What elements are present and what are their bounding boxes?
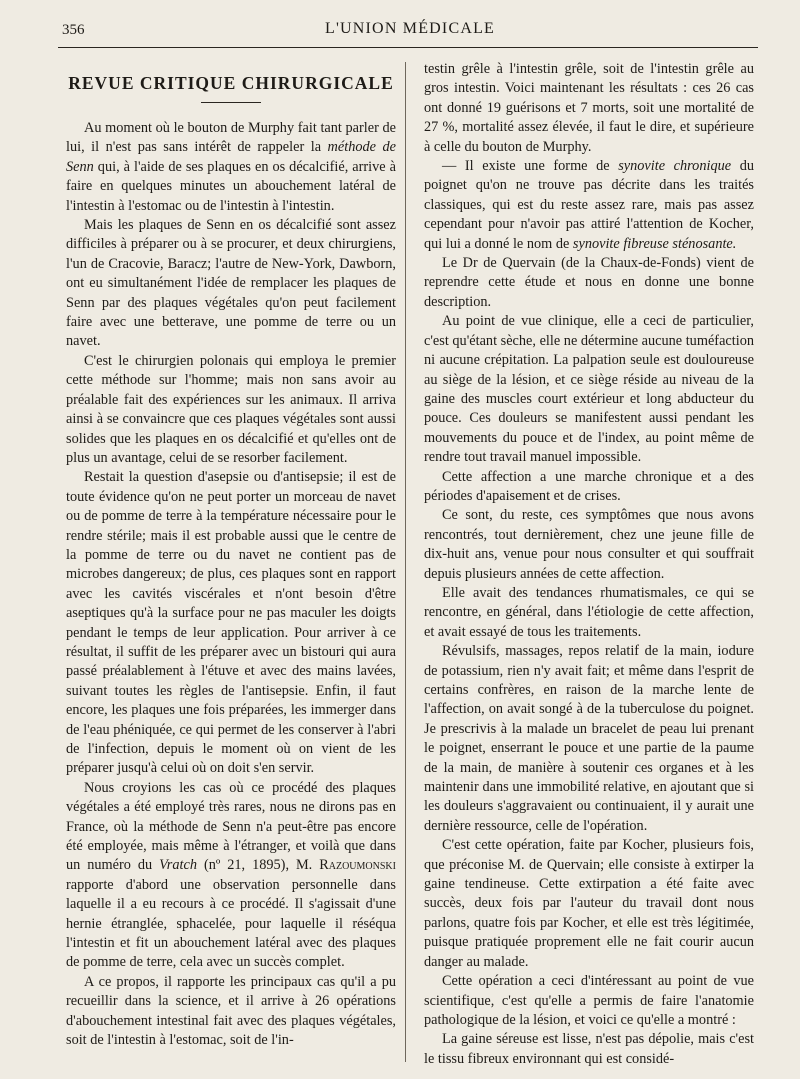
- paragraph: Révulsifs, massages, repos relatif de la main, iodure de potassium, rien n'y avait fait; et même dans l'esprit de certains confrères, en raison de la marche lente de l'affection, on avait songé à de la tuberculose du poignet. Je prescrivis à la malade un bracelet de peau lui prenant le poignet, enserrant le pouce et une partie de la paume de la main, de manière à soutenir ces organes et à les maintenir dans une immobilité relative, en ajoutant que si les douleurs s'aggravaient ou continuaient, il y aurait une dernière ressource, celle de l'opération.: [424, 643, 754, 834]
- paragraph: La gaine séreuse est lisse, n'est pas dépolie, mais c'est le tissu fibreux environnant qui est considé-: [424, 1031, 754, 1067]
- emphasis-text: méthode de Senn: [66, 139, 396, 175]
- paragraph: Nous croyions les cas où ce procédé des plaques végétales a été employé très rares, nous ne dirons pas en France, où la méthode de Senn n'a peut-être pas encore été employée, mais même à l'étranger, et voilà que dans un numéro du Vratch (nº 21, 1895), M. Razoumonski rapporte d'abord une observation personnelle dans laquelle il a eu recours à ce procédé. Il s'agissait d'une hernie étranglée, sphacelée, pour laquelle il réséqua l'intestin et fit un abouchement latéral avec des plaques de pomme de terre, cela avec un succès complet.: [66, 779, 396, 971]
- paragraph: Le Dr de Quervain (de la Chaux-de-Fonds) vient de reprendre cette étude et nous en donne une bonne description.: [424, 255, 754, 310]
- paragraph: Cette affection a une marche chronique et a des périodes d'apaisement et de crises.: [424, 468, 754, 504]
- journal-title: L'UNION MÉDICALE: [324, 20, 496, 37]
- paragraph: C'est le chirurgien polonais qui employa le premier cette méthode sur l'homme; mais non sans avoir au préalable fait des expériences sur les animaux. Il arriva ainsi à se convaincre que ces plaques végétales sont aussi solides que les plaques en os décalcifié et qu'elles ont de plus un avantage, celui de se resorber facilement.: [66, 352, 396, 466]
- paragraph: A ce propos, il rapporte les principaux cas qu'il a pu recueillir dans la science, et il arrive à 26 opérations d'abouchement intestinal fait avec des plaques végétales, soit de l'intestin à l'estomac, soit de l'in-: [66, 973, 396, 1049]
- header-rule: [58, 47, 758, 48]
- right-column: [424, 60, 754, 1069]
- paragraph: Elle avait des tendances rhumatismales, ce qui se rencontre, en général, dans l'étiologie de cette affection, et avait essayé de tous les traitements.: [424, 584, 754, 640]
- emphasis-text: synovite chronique: [618, 158, 732, 175]
- article-title: REVUE CRITIQUE CHIRURGICALE: [68, 73, 394, 93]
- paragraph: testin grêle à l'intestin grêle, soit de l'intestin grêle au gros intestin. Voici maintenant les résultats : ces 26 cas ont donné 19 guérisons et 7 morts, soit une mortalité de 27 %, mortalité assez élevée, il faut le dire, et supérieure à celle du bouton de Murphy.: [424, 61, 754, 155]
- emphasis-text: synovite fibreuse sténosante.: [572, 235, 737, 252]
- author-name: Razoumonski: [319, 857, 396, 874]
- column-divider: [405, 62, 406, 1062]
- paragraph: Au moment où le bouton de Murphy fait tant parler de lui, il n'est pas sans intérêt de rappeler la méthode de Senn qui, à l'aide de ses plaques en os décalcifié, arrive à faire en quelques minutes un abouchement latéral de l'intestin à l'estomac ou de l'intestin à l'intestin.: [66, 120, 396, 214]
- left-column: [66, 60, 396, 1051]
- page-number: 356: [62, 22, 85, 38]
- paragraph: Restait la question d'asepsie ou d'antisepsie; il est de toute évidence qu'on ne peut porter un morceau de navet ou de pomme de terre à la température nécessaire pour le rendre stérile; mais il est probable aussi que le centre de la pomme de terre ou du navet ne contient pas de microbes dangereux; de plus, ces plaques sont en rapport avec les cavités viscérales et n'ont besoin d'être aseptiques qu'à la surface pour ne pas maculer les doigts pendant le temps de leur application. Pour arriver à ce résultat, il suffit de les préparer avec un bistouri qui aura passé préalablement à l'étuve et avec des mains lavées, suivant toutes les règles de l'antisepsie. Enfin, il faut encore, les plaques une fois préparées, les immerger dans de l'eau phéniquée, ce qui permet de les conserver à l'abri de l'infection, depuis le moment où on vient de les préparer jusqu'à celui où on doit s'en servir.: [66, 469, 396, 777]
- page-header: [62, 18, 758, 44]
- paragraph: Au point de vue clinique, elle a ceci de particulier, c'est qu'étant sèche, elle ne détermine aucune tuméfaction ni aucune crépitation. La palpation seule est douloureuse au siège de la lésion, et ce siège réside au niveau de la gaine des muscles court extérieur et long abducteur du pouce. Ces douleurs se manifestent aussi pendant les mouvements du pouce et de l'index, au point même de rendre tout travail manuel impossible.: [424, 313, 754, 466]
- paragraph: Cette opération a ceci d'intéressant au point de vue scientifique, c'est qu'elle a permis de faire l'anatomie pathologique de la lésion, et voici ce qu'elle a montré :: [424, 973, 754, 1028]
- emphasis-text: Vratch: [159, 857, 197, 874]
- paragraph: Mais les plaques de Senn en os décalcifié sont assez difficiles à préparer ou à se procurer, et deux chirurgiens, l'un de Cracovie, Baracz; l'autre de New-York, Dawborn, ont eu simultanément l'idée de remplacer les plaques de Senn par des plaques végétales qu'on peut facilement faire avec une betterave, une pomme de terre ou un navet.: [66, 217, 396, 350]
- title-rule: [201, 102, 261, 103]
- paragraph: Ce sont, du reste, ces symptômes que nous avons rencontrés, tout dernièrement, chez une jeune fille de dix-huit ans, venue pour nous consulter et qui souffrait depuis plusieurs années de cette affection.: [424, 507, 754, 582]
- paragraph: C'est cette opération, faite par Kocher, plusieurs fois, que préconise M. de Quervain; elle consiste à extirper la gaine tendineuse. Cette extirpation a été faite avec succès, deux fois par l'auteur du travail dont nous parlons, quatre fois par Kocher, et elle est très légitimée, puisque pratiquée proprement elle ne fait courir aucun danger au malade.: [424, 837, 754, 970]
- paragraph: — Il existe une forme de synovite chronique du poignet qu'on ne trouve pas décrite dans les traités classiques, qui est du reste assez rare, mais pas assez cependant pour n'avoir pas attiré l'attention de Kocher, qui lui a donné le nom de synovite fibreuse sténosante.: [424, 158, 754, 252]
